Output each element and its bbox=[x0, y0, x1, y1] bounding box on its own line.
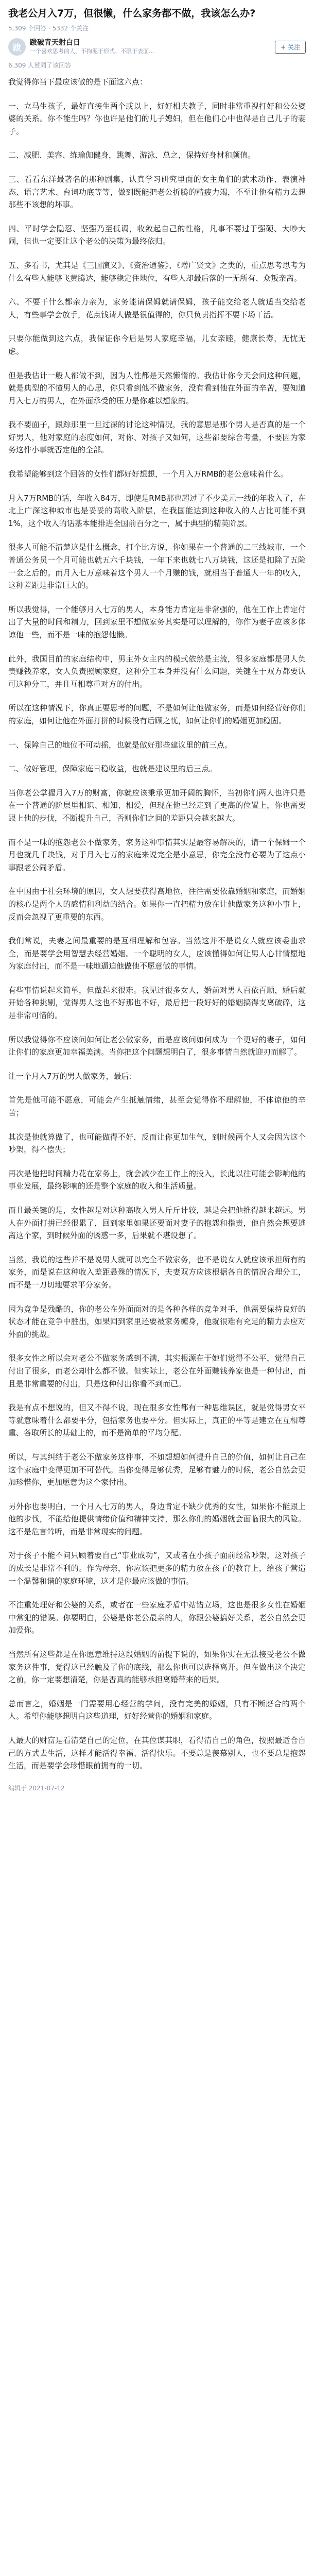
answer-paragraph: 六、不要干什么都亲力亲为，家务能请保姆就请保姆，孩子能交给老人就适当交给老人，有些事学会放手，花点钱请人做是很值得的，你只负责指挥不要下场干活。 bbox=[8, 297, 306, 319]
answer-paragraph: 而且最关键的是，女性越是对这种高收入男人斤斤计较，越是会把他推得越来越远。男人在外面打拼已经很累了，回到家里如果还要面对妻子的抱怨和指责，他自然会想要逃离这个家，到时候外面的诱惑一多，后果就不堪设想了。 bbox=[8, 1206, 306, 1241]
avatar[interactable]: 跋 bbox=[8, 38, 26, 56]
question-title[interactable]: 我老公月入7万，但很懒，什么家务都不做，我该怎么办? bbox=[8, 8, 256, 19]
answer-paragraph: 有些事情说起来简单，但做起来很难。我见过很多女人，婚前对男人百依百顺，婚后就开始各种挑剔，觉得男人这也不好那也不好，最后把一段好好的婚姻搞得支离破碎，这是非常可惜的。 bbox=[8, 985, 306, 1021]
answer-paragraph: 在中国由于社会环境的原因，女人想要获得高地位，往往需要依靠婚姻和家庭，而婚姻的核心是两个人的感情和利益的结合。如果你一直把精力放在让他做家务这种小事上，反而会忽视了更重要的东西。 bbox=[8, 887, 306, 922]
answer-paragraph: 我觉得你当下最应该做的是下面这六点： bbox=[8, 77, 148, 87]
edit-time: 编辑于 2021-07-12 bbox=[8, 1784, 65, 1792]
answer-paragraph: 一、立马生孩子，最好直接生两个或以上，好好相夫教子，同时非常重视打好和公公婆婆的关系。你不能生吗？你也许是他们的儿子媳妇，但在他们心中也得是自己儿子的妻子。 bbox=[8, 101, 306, 136]
answer-paragraph: 所以，与其纠结于老公不做家务这件事，不如想想如何提升自己的价值，如何让自己在这个家庭中变得更加不可替代。当你变得足够优秀，足够有魅力的时候，老公自然会更加珍惜你，更加愿意为这个家付出。 bbox=[8, 1452, 306, 1487]
answer-paragraph: 此外，我国目前的家庭结构中，男主外女主内的模式依然是主流，很多家庭都是男人负责赚钱养家，女人负责照顾家庭，这种分工本身并没有什么问题，关键在于双方都要认可这种分工，并且互相尊重对方的付出。 bbox=[8, 654, 306, 689]
answer-paragraph: 我希望能够到这个回答的女性们都好好想想，一个月入万RMB的老公意味着什么。 bbox=[8, 469, 288, 479]
answer-paragraph: 所以在这种情况下，你真正要思考的问题，不是如何让他做家务，而是如何经营好你们的家庭，如何让他在外面打拼的时候没有后顾之忧，如何让你们的婚姻更加稳固。 bbox=[8, 703, 306, 725]
answer-paragraph: 但是我估计一般人都做不到，因为人性都是天然懒惰的。我估计你今天会问这种问题，就是典型的不懂男人的心思，你只看到他不做家务，没有看到他在外面的辛苦，要知道月入七万的男人，在外面承受的压力是你难以想象的。 bbox=[8, 370, 306, 405]
answer-paragraph: 月入7万RMB的话，年收入84万，即使是RMB那也超过了不少美元一线的年收入了，在北上广深这种城市也是妥妥的高收入阶层，在我国能达到这种收入的人占比可能不到1%，这个收入的话基本能排进全国前百分之一，属于典型的精英阶层。 bbox=[8, 493, 306, 528]
answer-paragraph: 一、保障自己的地位不可动摇，也就是做好那些建议里的前三点。 bbox=[8, 740, 233, 750]
vote-count: 6,309 人赞同了该回答 bbox=[8, 62, 72, 69]
answer-paragraph: 不注重处理好和公婆的关系，或者在一些家庭矛盾中站错立场，这也是很多女性在婚姻中常犯的错误。你要明白，公婆是你老公最亲的人，你跟公婆搞好关系，老公自然会更加爱你。 bbox=[8, 1600, 306, 1635]
author-name[interactable]: 跋破青天射白日 bbox=[30, 39, 80, 47]
answer-paragraph: 我是有点不想说的，但又不得不说，现在很多女性都有一种思维误区，就是觉得男女平等就意味着什么都要平分，包括家务也要平分。但实际上，真正的平等是建立在互相尊重、各取所长的基础上的，而不是简单的平均分配。 bbox=[8, 1403, 306, 1438]
answer-paragraph: 五、多看书，尤其是《三国演义》、《资治通鉴》、《增广贤文》之类的，重点思考思考为什么有些人能够飞黄腾达，能够稳定住地位，有些人却最后落的一无所有、众叛亲离。 bbox=[8, 260, 306, 283]
answer-paragraph: 二、做好管理，保障家庭日稳收益，也就是建议里的后三点。 bbox=[8, 764, 217, 774]
answer-paragraph: 总而言之，婚姻是一门需要用心经营的学问，没有完美的婚姻，只有不断磨合的两个人。希望你能够想明白这些道理，好好经营你的婚姻和家庭。 bbox=[8, 1699, 306, 1721]
answer-paragraph: 再次是他把时间精力花在家务上，就会减少在工作上的投入，长此以往可能会影响他的事业发展，最终影响的还是整个家庭的收入和生活质量。 bbox=[8, 1168, 306, 1191]
author-bio: 一个喜欢思考的人，不拘泥于形式、不限于表面... bbox=[30, 48, 154, 55]
answer-paragraph: 二、减肥、美容、练瑜伽健身，跳舞、游泳、总之，保持好身材和颜值。 bbox=[8, 150, 256, 160]
answer-paragraph: 因为竞争是残酷的，你的老公在外面面对的是各种各样的竞争对手，他需要保持良好的状态才能在竞争中胜出，如果回到家里还要被家务缠身，他就很难有充足的精力去应对外面的挑战。 bbox=[8, 1304, 306, 1339]
question-meta: 5,309 个回答 · 5332 个关注 bbox=[8, 25, 89, 32]
answer-paragraph: 其次是他就算做了，也可能做得不好，反而让你更加生气，到时候两个人又会因为这个吵架，得不偿失； bbox=[8, 1132, 306, 1155]
answer-paragraph: 很多人可能不清楚这是什么概念，打个比方说，你如果在一个普通的二三线城市，一个普通公务员一个月可能也就五六千块钱，一年下来也就七八万块钱，这还是扣除了五险一金之后的。而月入七万意味着这个男人一个月赚的钱，就相当于普通人一年的收入，这种差距是非常巨大的。 bbox=[8, 543, 306, 590]
answer-paragraph: 而不是一味的抱怨老公不做家务，家务这种事情其实是最容易解决的，请一个保姆一个月也就几千块钱，对于月入七万的家庭来说完全是小意思，你完全没有必要为了这点小事跟老公闹矛盾。 bbox=[8, 837, 306, 872]
answer-paragraph: 让一个月入7万的男人做家务，最后： bbox=[8, 1071, 137, 1081]
answer-paragraph: 对于孩子不能不问只顾着要自己“事业成功”，又或者在小孩子面前经常吵架，这对孩子的成长是非常不利的。作为母亲，你应该把更多的精力放在孩子的教育上，给孩子营造一个温馨和谐的家庭环境，这才是你最应该做的事情。 bbox=[8, 1551, 306, 1586]
answer-paragraph: 首先是他可能不愿意，可能会产生抵触情绪，甚至会觉得你不理解他，不体谅他的辛苦； bbox=[8, 1095, 306, 1118]
answer-paragraph: 所以我觉得，一个能够月入七万的男人，本身能力肯定是非常强的，他在工作上肯定付出了大量的时间和精力，回到家里不想做家务其实是可以理解的，你作为妻子应该多体谅他一些，而不是一味的抱怨他懒。 bbox=[8, 604, 306, 639]
answer-paragraph: 我不要面子，跟踪那里一旦过深的讨论这种情况，我的意思是那个男人是否真的是一个好男人，他对家庭的态度如何，对你、对孩子又如何，这些都要综合考量，不要因为家务这件小事就否定他的全部。 bbox=[8, 420, 306, 455]
follow-button[interactable]: + 关注 bbox=[275, 41, 306, 54]
answer-paragraph: 人最大的财富是看清楚自己的定位，在其位谋其职，看得清自己的角色，按照最适合自己的方式去生活，这样才能活得幸福、活得快乐。不要总是羡慕别人，也不要总是抱怨生活，而是要学会珍惜眼前拥有的一切。 bbox=[8, 1736, 306, 1771]
answer-paragraph: 我们常说，夫妻之间最重要的是互相理解和包容。当然这并不是说女人就应该委曲求全，而是要学会用智慧去经营婚姻。一个聪明的女人，应该懂得如何让男人心甘情愿地为家庭付出，而不是一味地逼迫他做他不愿意做的事情。 bbox=[8, 936, 306, 971]
answer-body bbox=[8, 76, 306, 1772]
author-card bbox=[8, 38, 306, 56]
answer-paragraph: 所以我觉得你不应该问如何让老公做家务，而是应该问如何成为一个更好的妻子，如何让你们的家庭更加幸福美满。当你把这个问题想明白了，很多事情自然就迎刃而解了。 bbox=[8, 1035, 306, 1057]
answer-paragraph: 当然，我说的这些并不是说男人就可以完全不做家务，也不是说女人就应该承担所有的家务，而是说在这种收入差距悬殊的情况下，夫妻双方应该根据各自的情况合理分工，而不是一刀切地要求平分家务。 bbox=[8, 1255, 306, 1290]
answer-paragraph: 很多女性之所以会对老公不做家务感到不满，其实根源在于她们觉得不公平，觉得自己付出了很多，而老公却什么都不做。但实际上，老公在外面赚钱养家也是一种付出，而且是非常重要的付出，只是这种付出你看不到而已。 bbox=[8, 1353, 306, 1388]
answer-paragraph: 三、看看东洋最著名的那种剧集，认真学习研究里面的女主角们的武术动作、表演神态、语言艺术、台词功底等等，做到既能把老公折腾的精疲力竭，不至让他有精力去想那些不该想的坏事。 bbox=[8, 174, 306, 210]
answer-paragraph: 当你老公掌握月入7万的财富，你就应该秉承更加开阔的胸怀，当初你们两人也许只是在一个普通的阶层里相识、相知、相爱，但现在他已经走到了更高的位置上，你也需要跟上他的步伐，不断提升自己，否则你们之间的差距只会越来越大。 bbox=[8, 788, 306, 823]
author-info bbox=[30, 38, 275, 56]
answer-paragraph: 另外你也要明白，一个月入七万的男人，身边肯定不缺少优秀的女性，如果你不能跟上他的步伐，不能给他提供情绪价值和精神支持，那么你们的婚姻就会面临很大的风险。这不是危言耸听，而是非常现实的问题。 bbox=[8, 1501, 306, 1536]
answer-paragraph: 只要你能做到这六点，我保证你今后是男人家庭幸福，儿女亲睦，健康长寿，无忧无虑。 bbox=[8, 334, 306, 356]
answer-paragraph: 当然所有这些都是在你愿意维持这段婚姻的前提下说的，如果你实在无法接受老公不做家务这件事，觉得这已经触及了你的底线，那么你也可以选择离开。但在做出这个决定之前，你一定要想清楚，你是否真的能够承担离婚带来的后果。 bbox=[8, 1650, 306, 1685]
answer-paragraph: 四、平时学会隐忍、坚强乃至低调，收敛起自己的性格，凡事不要过于强硬、大吵大闹，但也一定要让这个老公的决策为最终依归。 bbox=[8, 224, 306, 246]
